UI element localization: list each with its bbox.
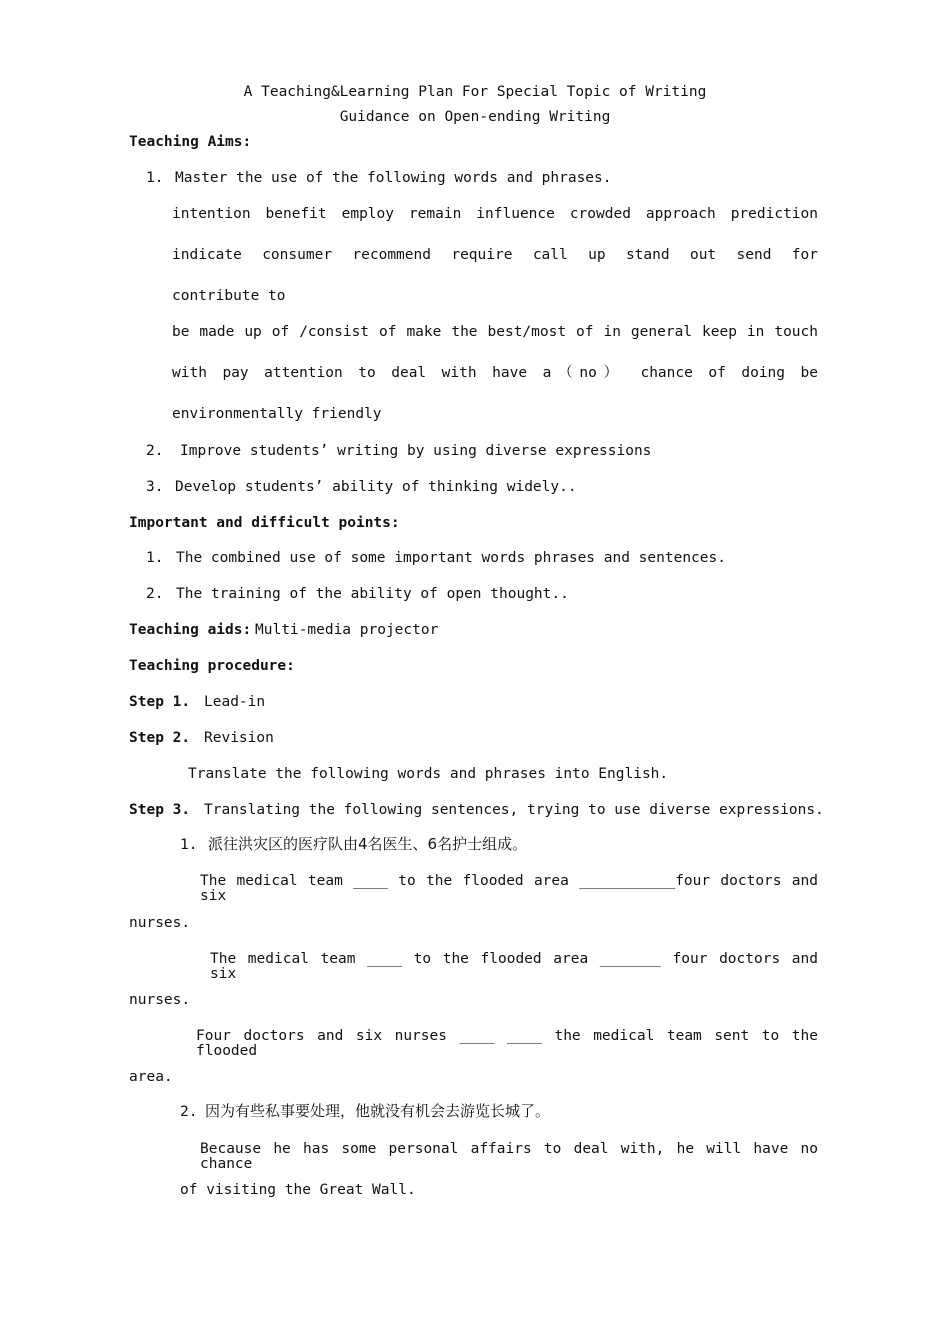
sentence-1-version-c-cont: area. bbox=[129, 1069, 173, 1085]
teaching-aids-label: Teaching aids: bbox=[129, 622, 252, 638]
word-list-line: with pay attention to deal with have a（no） chance of doing be bbox=[172, 365, 818, 381]
sentence-1-number: 1. bbox=[180, 837, 198, 853]
word-list-line: contribute to bbox=[172, 288, 286, 304]
sentence-2-version-a: Because he has some personal affairs to deal with, he will have no chance bbox=[200, 1141, 818, 1172]
step-2-text: Revision bbox=[204, 730, 274, 746]
sentence-1-version-b-cont: nurses. bbox=[129, 992, 191, 1008]
aim-2-text: Improve students’ writing by using diverse expressions bbox=[180, 443, 652, 459]
document-subtitle: Guidance on Open-ending Writing bbox=[339, 109, 611, 125]
point-2-text: The training of the ability of open thought.. bbox=[176, 586, 569, 602]
document-title: A Teaching&Learning Plan For Special Topic of Writing bbox=[243, 84, 707, 100]
aim-1-number: 1. bbox=[146, 170, 164, 186]
aim-3-number: 3. bbox=[146, 479, 164, 495]
aim-1-text: Master the use of the following words and phrases. bbox=[175, 170, 612, 186]
aim-2-number: 2. bbox=[146, 443, 164, 459]
step-2-label: Step 2. bbox=[129, 730, 191, 746]
step-3-text: Translating the following sentences, trying to use diverse expressions. bbox=[204, 802, 824, 818]
sentence-1-version-c: Four doctors and six nurses ____ ____ the medical team sent to the flooded bbox=[196, 1028, 818, 1059]
point-1-text: The combined use of some important words phrases and sentences. bbox=[176, 550, 726, 566]
sentence-2-version-a-cont: of visiting the Great Wall. bbox=[180, 1182, 416, 1198]
important-points-heading: Important and difficult points: bbox=[129, 515, 400, 531]
teaching-aids-value: Multi-media projector bbox=[255, 622, 439, 638]
sentence-1-chinese: 派往洪灾区的医疗队由4名医生、6名护士组成。 bbox=[208, 835, 528, 853]
sentence-1-version-a: The medical team ____ to the flooded area ___________four doctors and six bbox=[200, 873, 818, 904]
sentence-1-version-b: The medical team ____ to the flooded area _______ four doctors and six bbox=[210, 951, 818, 982]
teaching-procedure-heading: Teaching procedure: bbox=[129, 658, 295, 674]
sentence-2-number: 2. bbox=[180, 1104, 198, 1120]
step-1-text: Lead-in bbox=[204, 694, 266, 710]
teaching-aims-heading: Teaching Aims: bbox=[129, 134, 252, 150]
word-list-line: intention benefit employ remain influence crowded approach prediction bbox=[172, 206, 818, 222]
step-2-description: Translate the following words and phrases into English. bbox=[188, 766, 669, 782]
point-2-number: 2. bbox=[146, 586, 164, 602]
sentence-2-chinese: 因为有些私事要处理，他就没有机会去游览长城了。 bbox=[205, 1102, 551, 1120]
aim-3-text: Develop students’ ability of thinking widely.. bbox=[175, 479, 577, 495]
word-list-line: be made up of /consist of make the best/most of in general keep in touch bbox=[172, 324, 818, 340]
point-1-number: 1. bbox=[146, 550, 164, 566]
word-list-line: indicate consumer recommend require call up stand out send for bbox=[172, 247, 818, 263]
sentence-1-version-a-cont: nurses. bbox=[129, 915, 191, 931]
step-3-label: Step 3. bbox=[129, 802, 191, 818]
word-list-line: environmentally friendly bbox=[172, 406, 382, 422]
step-1-label: Step 1. bbox=[129, 694, 191, 710]
